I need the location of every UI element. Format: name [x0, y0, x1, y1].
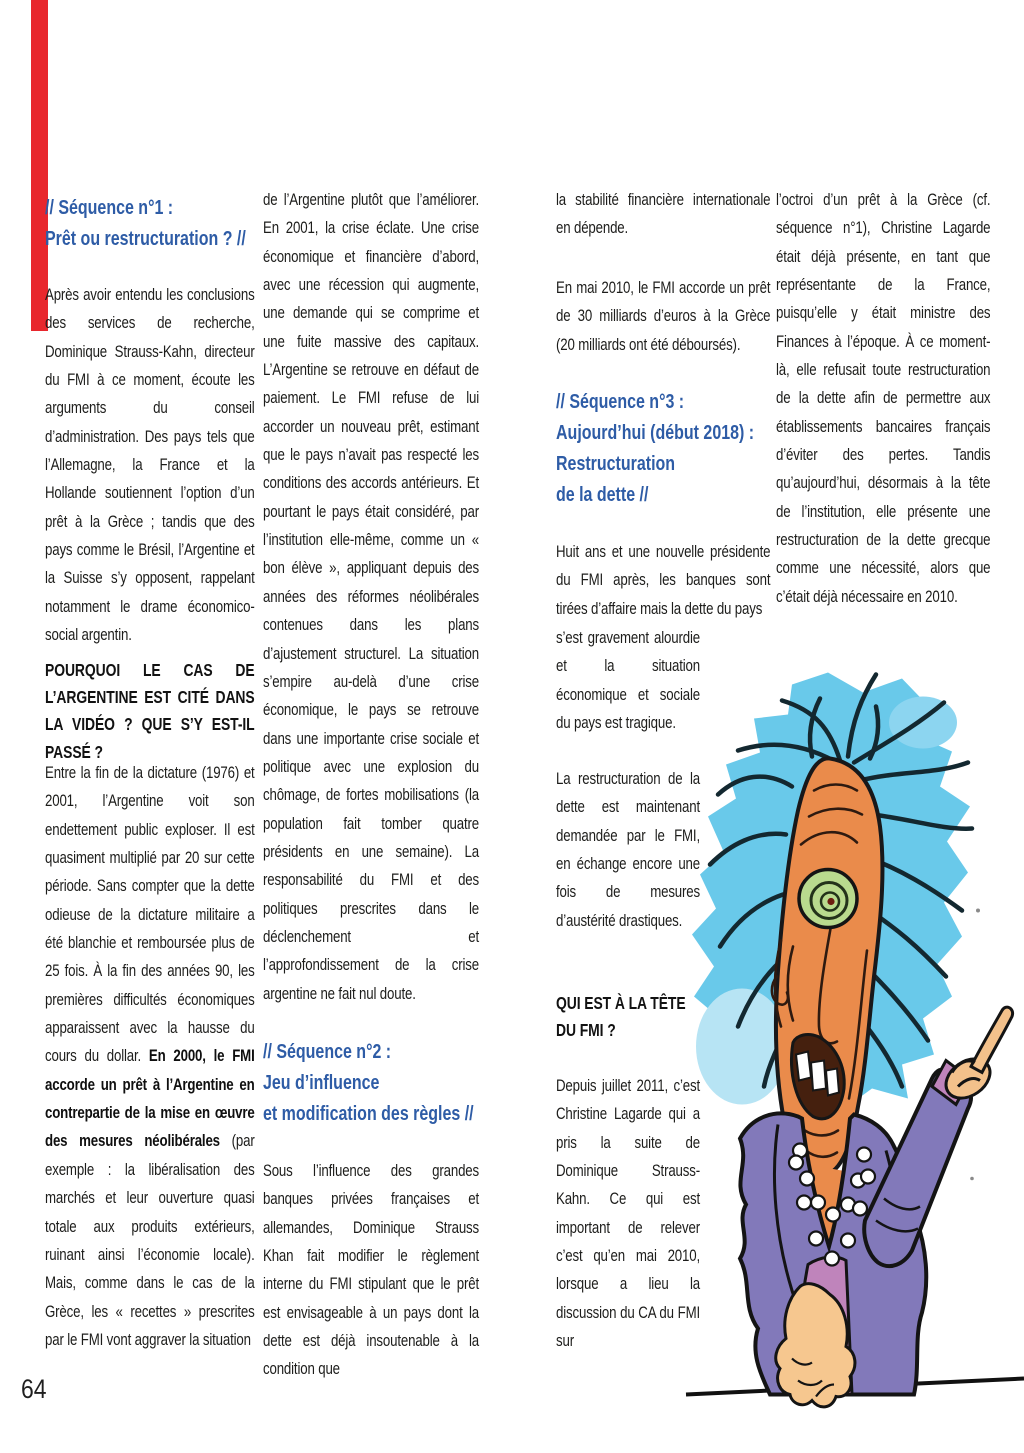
pointing-hand	[939, 1007, 1013, 1106]
sequence-2-title-line3: et modification des règles //	[263, 1102, 474, 1125]
col1-question-subhead: POURQUOI LE CAS DE L’ARGENTINE EST CITÉ DANS LA VIDÉO ? QUE S’Y EST-IL PASSÉ ?	[45, 660, 255, 762]
col1-paragraph-2-start: Entre la fin de la dictature (1976) et 2001, l’Argentine voit son endettement public exploser. Il est quasiment multiplié par 20 sur cette période. Sans compter que la dette odieuse de la dictature militaire a été blanchie et remboursée plus de 25 fois. À la fin des années 90, les premières difficultés économiques apparaissent avec la hausse du cours du dollar.	[45, 763, 255, 1066]
col3-paragraph-1: la stabilité financière internationale en dépende.	[556, 190, 771, 238]
col1-paragraph-2-bold: En 2000, le FMI accorde un prêt à l’Argentine en contrepartie de la mise en œuvre des mesures néolibérales	[45, 1046, 255, 1151]
green-monocle-eye	[799, 870, 857, 928]
sequence-3-title-line3: Restructuration	[556, 452, 676, 475]
sequence-2-title	[263, 1036, 474, 1129]
col3-paragraph-4: La restructuration de la dette est maintenant demandée par le FMI, en échange encore une fois de mesures d’austérité drastiques.	[556, 769, 700, 930]
sequence-2-title-line1: // Séquence n°2 :	[263, 1040, 392, 1063]
page-number: 64	[21, 1374, 47, 1404]
sequence-1-title-line2: Prêt ou restructuration ? //	[45, 227, 246, 250]
col1-paragraph-1: Après avoir entendu les conclusions des services de recherche, Dominique Strauss-Kahn, directeur du FMI à ce moment, écoute les arguments du conseil d’administration. Des pays tels que l’Allemagne, la France et la Hollande soutiennent l’option d’un prêt à la Grèce ; tandis que des pays comme le Brésil, l’Argentine et la Suisse s’y opposent, rappelant notamment le drame économico-social argentin.	[45, 285, 255, 645]
sequence-1-title	[45, 192, 246, 254]
col3-paragraph-3-wide: Huit ans et une nouvelle présidente du FMI après, les banques sont tirées d’affaire mais la dette du pays	[556, 542, 771, 618]
sequence-3-title	[556, 386, 754, 510]
sequence-3-title-line2: Aujourd’hui (début 2018) :	[556, 421, 755, 444]
lagarde-caricature-illustration	[680, 656, 1024, 1431]
ink-speck	[976, 909, 980, 913]
col1-paragraph-2	[45, 759, 255, 1354]
col2-paragraph-2: Sous l’influence des grandes banques privées françaises et allemandes, Dominique Strauss Khan fait modifier le règlement interne du FMI stipulant que le prêt est envisageable à un pays dont la dette est déjà insoutenable à la condition que	[263, 1161, 479, 1379]
col3-paragraph-3-narrow: s’est gravement alourdie et la situation économique et sociale du pays est tragique.	[556, 628, 700, 733]
ink-speck	[970, 1177, 974, 1181]
col2-paragraph-1: de l’Argentine plutôt que l’améliorer. En 2001, la crise éclate. Une crise économique et financière d’abord, avec une récession qui augmente, une demande qui se comprime et une fuite massive des capitaux. L’Argentine se retrouve en défaut de paiement. Le FMI refuse de lui accorder un nouveau prêt, estimant que le pays n’avait pas respecté les conditions des accords antérieurs. Et pourtant le pays était considéré, par l’institution elle-même, comme un « bon élève », appliquant depuis des années des réformes néolibérales contenues dans les plans d’ajustement structurel. La situation s’empire au-delà d’une crise économique, le pays se retrouve dans une importante crise sociale et politique avec une explosion du chômage, de fortes mobilisations (la population fait tomber quatre présidents en une semaine). La responsabilité du FMI et des politiques prescrites dans le déclenchement et l’approfondissement de la crise argentine ne fait nul doute.	[263, 190, 479, 1003]
sequence-2-title-line2: Jeu d’influence	[263, 1071, 380, 1094]
sequence-3-title-line1: // Séquence n°3 :	[556, 390, 685, 413]
col3-paragraph-5: Depuis juillet 2011, c’est Christine Lagarde qui a pris la suite de Dominique Strauss-Kahn. Ce qui est important de relever c’est qu’en mai 2010, lorsque a lieu la discussion du CA du FMI sur	[556, 1076, 700, 1351]
caricature-svg	[680, 656, 1024, 1431]
sequence-3-title-line4: de la dette //	[556, 483, 649, 506]
col4-paragraph-1: l’octroi d’un prêt à la Grèce (cf. séquence n°1), Christine Lagarde était déjà présente, en tant que représentante de la France, puisqu’elle y était ministre des Finances à l’époque. À ce moment-là, elle refusait toute restructuration de la dette afin de permettre aux établissements bancaires français d’éviter des pertes. Tandis qu’aujourd’hui, désormais à la tête de l’institution, elle présente une restructuration de la dette grecque comme une nécessité, alors que c’était déjà nécessaire en 2010.	[776, 190, 991, 606]
sequence-1-title-line1: // Séquence n°1 :	[45, 196, 174, 219]
col3-question-subhead: QUI EST À LA TÊTE DU FMI ?	[556, 993, 686, 1041]
col3-paragraph-2: En mai 2010, le FMI accorde un prêt de 30 milliards d’euros à la Grèce (20 milliards ont été déboursés).	[556, 278, 771, 354]
col1-paragraph-2-end: (par exemple : la libéralisation des marchés et leur ouverture quasi totale aux produits extérieurs, ruinant ainsi l’économie locale). Mais, comme dans le cas de la Grèce, les « recettes » prescrites par le FMI vont aggraver la situation	[45, 1131, 255, 1349]
